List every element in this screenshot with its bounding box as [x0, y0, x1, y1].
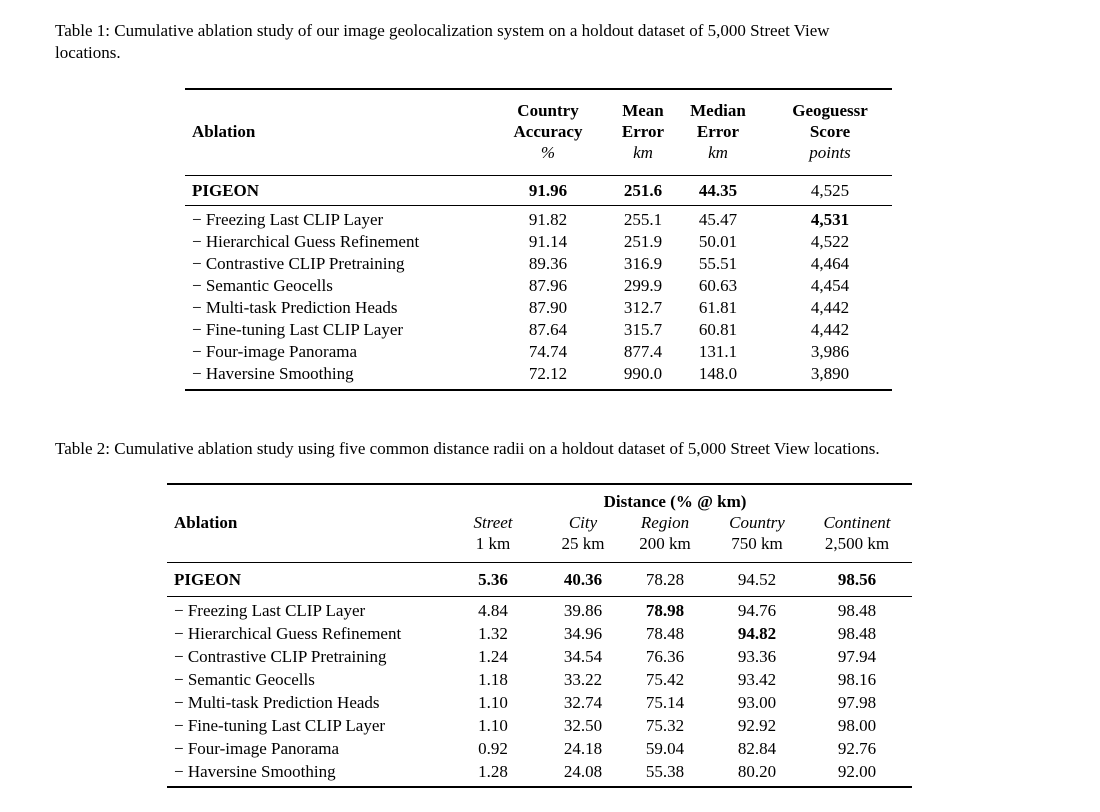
column-header-region: [618, 512, 712, 563]
value-cell: 76.36: [645, 647, 685, 666]
value-cell: 75.32: [645, 716, 685, 735]
value-cell: 4,442: [810, 298, 850, 317]
value-cell: 60.63: [698, 276, 738, 295]
value-cell: 94.82: [737, 624, 777, 643]
value-cell: 148.0: [698, 364, 738, 383]
header-scale-name: Street: [473, 513, 513, 532]
value-cell: 1.10: [478, 693, 508, 712]
column-header-continent: [802, 512, 912, 563]
value-cell: 93.00: [737, 693, 777, 712]
paper-page: [0, 20, 1100, 788]
value-cell: 98.56: [837, 570, 877, 589]
row-label: − Contrastive CLIP Pretraining: [192, 254, 405, 273]
value-cell: 60.81: [698, 320, 738, 339]
value-cell: 82.84: [737, 739, 777, 758]
row-label: − Four-image Panorama: [174, 739, 340, 758]
header-unit: km: [708, 143, 728, 162]
header-scale-name: City: [568, 513, 598, 532]
row-label: − Contrastive CLIP Pretraining: [174, 647, 387, 666]
table-1-pigeon-group: [185, 176, 892, 206]
value-cell: 94.52: [737, 570, 777, 589]
table-2-header: [167, 484, 912, 563]
header-radius: 2,500 km: [824, 534, 890, 553]
column-header-mean-error: [618, 89, 668, 176]
value-cell: 94.76: [737, 601, 777, 620]
column-header-country: [712, 512, 802, 563]
table-row: [167, 737, 912, 760]
row-label: − Semantic Geocells: [192, 276, 333, 295]
table-2-caption: [55, 438, 1100, 460]
table-row: [167, 760, 912, 787]
value-cell: 316.9: [623, 254, 663, 273]
value-cell: 72.12: [528, 364, 568, 383]
row-label: − Hierarchical Guess Refinement: [174, 624, 402, 643]
table-row: [167, 563, 912, 597]
table-1-header: [185, 89, 892, 176]
header-title: Country: [517, 101, 579, 120]
table-row: [167, 645, 912, 668]
value-cell: 4,454: [810, 276, 850, 295]
row-label: − Freezing Last CLIP Layer: [174, 601, 366, 620]
table-1-header-row: [185, 89, 892, 176]
row-label: − Multi-task Prediction Heads: [174, 693, 380, 712]
row-label: − Multi-task Prediction Heads: [192, 298, 398, 317]
table-row: [185, 297, 892, 319]
value-cell: 87.90: [528, 298, 568, 317]
value-cell: 312.7: [623, 298, 663, 317]
value-cell: 32.50: [563, 716, 603, 735]
table-row: [185, 319, 892, 341]
value-cell: 98.48: [837, 601, 877, 620]
value-cell: 990.0: [623, 364, 663, 383]
value-cell: 61.81: [698, 298, 738, 317]
table-row: [167, 668, 912, 691]
value-cell: 44.35: [698, 181, 738, 200]
value-cell: 50.01: [698, 232, 738, 251]
table-row: [185, 231, 892, 253]
row-label: PIGEON: [192, 181, 260, 200]
header-subtitle: Error: [696, 122, 740, 141]
value-cell: 92.76: [837, 739, 877, 758]
header-scale-name: Region: [640, 513, 690, 532]
header-subtitle: Accuracy: [513, 122, 583, 141]
value-cell: 78.48: [645, 624, 685, 643]
value-cell: 34.96: [563, 624, 603, 643]
header-scale-name: Continent: [823, 513, 891, 532]
value-cell: 91.14: [528, 232, 568, 251]
value-cell: 315.7: [623, 320, 663, 339]
header-radius: 750 km: [731, 534, 783, 553]
row-label: − Four-image Panorama: [192, 342, 358, 361]
value-cell: 34.54: [563, 647, 603, 666]
value-cell: 40.36: [563, 570, 603, 589]
table-row: [185, 363, 892, 390]
column-header-country-accuracy: [478, 89, 618, 176]
column-header-city: [548, 512, 618, 563]
value-cell: 4,525: [810, 181, 850, 200]
row-label: − Fine-tuning Last CLIP Layer: [174, 716, 386, 735]
header-unit: km: [633, 143, 653, 162]
value-cell: 4,442: [810, 320, 850, 339]
table-row: [167, 597, 912, 623]
value-cell: 75.14: [645, 693, 685, 712]
row-label: − Semantic Geocells: [174, 670, 315, 689]
header-subtitle: Score: [809, 122, 851, 141]
column-header-median-error: [668, 89, 768, 176]
table-row: [185, 341, 892, 363]
table-2-pigeon-group: [167, 563, 912, 597]
value-cell: 33.22: [563, 670, 603, 689]
table-1-body: [185, 206, 892, 391]
value-cell: 131.1: [698, 342, 738, 361]
header-scale-name: Country: [729, 513, 785, 532]
value-cell: 78.28: [645, 570, 685, 589]
caption-line: locations.: [55, 43, 121, 62]
value-cell: 3,890: [810, 364, 850, 383]
header-spacer: [167, 484, 438, 512]
value-cell: 75.42: [645, 670, 685, 689]
column-header-ablation: Ablation: [192, 122, 256, 141]
table-1-caption: [55, 20, 1100, 64]
value-cell: 4,522: [810, 232, 850, 251]
value-cell: 251.6: [623, 181, 663, 200]
value-cell: 55.51: [698, 254, 738, 273]
value-cell: 92.92: [737, 716, 777, 735]
value-cell: 1.24: [478, 647, 508, 666]
value-cell: 87.64: [528, 320, 568, 339]
table-2-group-header-row: [167, 484, 912, 512]
header-title: Mean: [622, 101, 664, 120]
value-cell: 59.04: [645, 739, 685, 758]
value-cell: 97.98: [837, 693, 877, 712]
value-cell: 78.98: [645, 601, 685, 620]
value-cell: 877.4: [623, 342, 663, 361]
row-label: − Fine-tuning Last CLIP Layer: [192, 320, 404, 339]
value-cell: 93.42: [737, 670, 777, 689]
table-2-header-row: [167, 512, 912, 563]
table-row: [185, 253, 892, 275]
value-cell: 32.74: [563, 693, 603, 712]
table-row: [167, 691, 912, 714]
header-radius: 25 km: [561, 534, 605, 553]
value-cell: 1.18: [478, 670, 508, 689]
value-cell: 3,986: [810, 342, 850, 361]
table-row: [185, 275, 892, 297]
value-cell: 251.9: [623, 232, 663, 251]
row-label: PIGEON: [174, 570, 242, 589]
value-cell: 4,464: [810, 254, 850, 273]
table-row: [185, 176, 892, 206]
value-cell: 4.84: [478, 601, 508, 620]
value-cell: 91.82: [528, 210, 568, 229]
value-cell: 4,531: [810, 210, 850, 229]
header-title: Median: [690, 101, 746, 120]
column-header-street: [438, 512, 548, 563]
value-cell: 24.08: [563, 762, 603, 781]
row-label: − Haversine Smoothing: [192, 364, 354, 383]
column-group-distance: Distance (% @ km): [603, 492, 747, 511]
value-cell: 0.92: [478, 739, 508, 758]
value-cell: 92.00: [837, 762, 877, 781]
value-cell: 74.74: [528, 342, 568, 361]
value-cell: 5.36: [478, 570, 508, 589]
value-cell: 93.36: [737, 647, 777, 666]
value-cell: 98.48: [837, 624, 877, 643]
value-cell: 299.9: [623, 276, 663, 295]
value-cell: 39.86: [563, 601, 603, 620]
table-2-ablation-distance-radii: [167, 483, 912, 788]
table-1-ablation-metrics: [185, 88, 892, 391]
row-label: − Haversine Smoothing: [174, 762, 336, 781]
row-label: − Hierarchical Guess Refinement: [192, 232, 420, 251]
value-cell: 255.1: [623, 210, 663, 229]
table-row: [167, 622, 912, 645]
value-cell: 87.96: [528, 276, 568, 295]
value-cell: 1.32: [478, 624, 508, 643]
table-row: [167, 714, 912, 737]
value-cell: 97.94: [837, 647, 877, 666]
value-cell: 1.10: [478, 716, 508, 735]
caption-line: Table 1: Cumulative ablation study of our image geolocalization system on a holdout dataset of 5,000 Street View: [55, 21, 830, 40]
value-cell: 24.18: [563, 739, 603, 758]
column-header-geoguessr-score: [768, 89, 892, 176]
value-cell: 80.20: [737, 762, 777, 781]
header-radius: 200 km: [639, 534, 691, 553]
caption-line: Table 2: Cumulative ablation study using five common distance radii on a holdout dataset of 5,000 Street View locations.: [55, 439, 880, 458]
value-cell: 89.36: [528, 254, 568, 273]
value-cell: 45.47: [698, 210, 738, 229]
table-2-body: [167, 597, 912, 788]
table-row: [185, 206, 892, 232]
header-title: Geoguessr: [792, 101, 868, 120]
row-label: − Freezing Last CLIP Layer: [192, 210, 384, 229]
header-radius: 1 km: [475, 534, 511, 553]
value-cell: 98.16: [837, 670, 877, 689]
header-subtitle: Error: [621, 122, 665, 141]
header-unit: points: [809, 143, 851, 162]
value-cell: 98.00: [837, 716, 877, 735]
value-cell: 91.96: [528, 181, 568, 200]
value-cell: 55.38: [645, 762, 685, 781]
column-header-ablation: Ablation: [174, 513, 238, 532]
value-cell: 1.28: [478, 762, 508, 781]
header-unit: %: [540, 143, 556, 162]
